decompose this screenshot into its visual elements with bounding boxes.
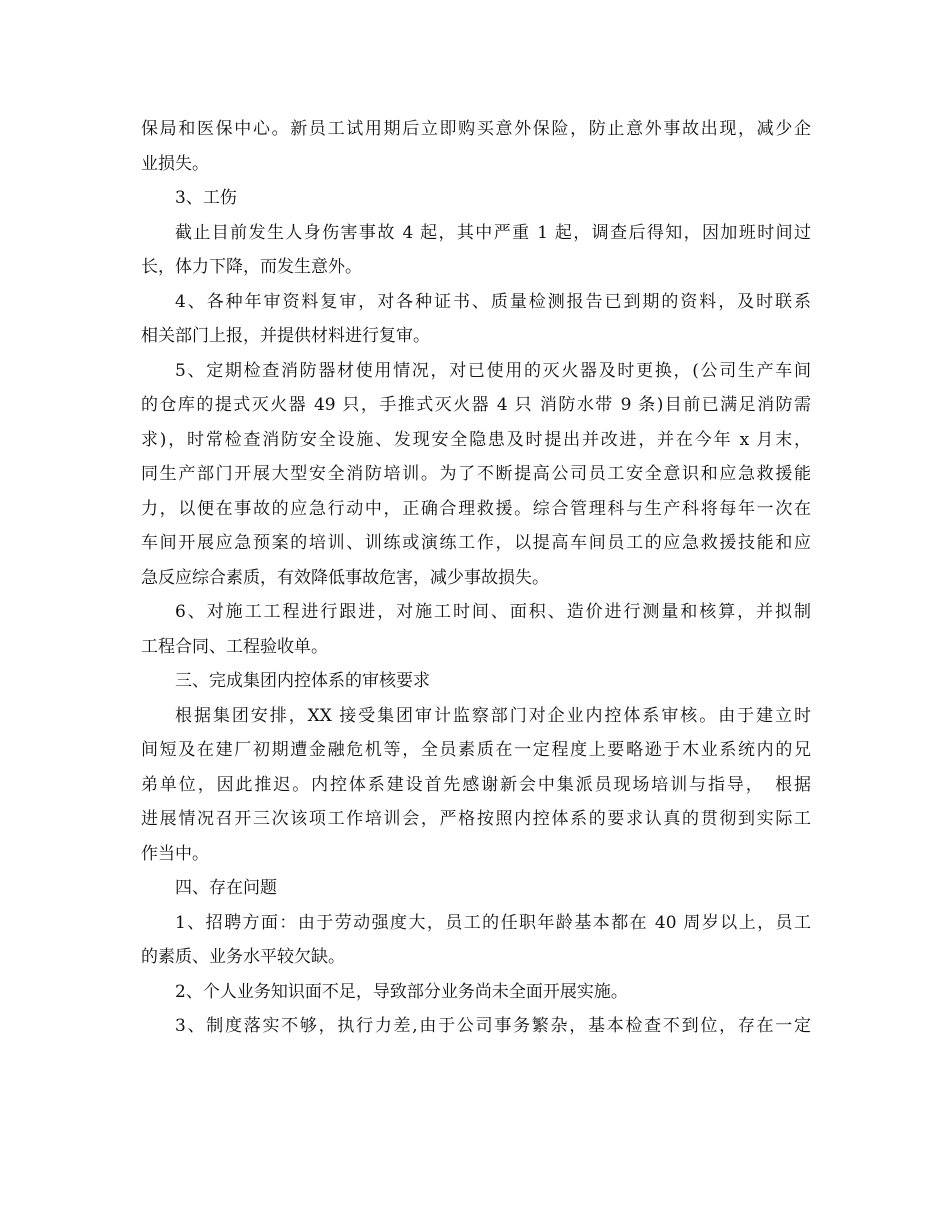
text-line: 3、制度落实不够，执行力差,由于公司事务繁杂，基本检查不到位，存在一定: [175, 1016, 811, 1036]
text-line: 1、招聘方面：由于劳动强度大，员工的任职年龄基本都在 40 周岁以上，员工: [175, 912, 811, 933]
text-line: 弟单位，因此推迟。内控体系建设首先感谢新会中集派员现场培训与指导， 根据: [141, 774, 811, 795]
text-line: 的仓库的提式灭火器 49 只，手推式灭火器 4 只 消防水带 9 条)目前已满足消防需: [141, 395, 811, 415]
text-line: 保局和医保中心。新员工试用期后立即购买意外保险，防止意外事故出现，减少企: [141, 119, 811, 139]
text-line: 进展情况召开三次该项工作培训会，严格按照内控体系的要求认真的贯彻到实际工: [141, 809, 811, 829]
text-line: 急反应综合素质，有效降低事故危害，减少事故损失。: [141, 567, 549, 588]
text-line: 四、存在问题: [175, 878, 277, 898]
text-line: 6、对施工工程进行跟进，对施工时间、面积、造价进行测量和核算，并拟制: [175, 602, 811, 622]
text-line: 5、定期检查消防器材使用情况，对已使用的灭火器及时更换，(公司生产车间: [175, 360, 811, 381]
text-line: 4、各种年审资料复审，对各种证书、质量检测报告已到期的资料，及时联系: [175, 291, 811, 312]
text-line: 根据集团安排，XX 接受集团审计监察部门对企业内控体系审核。由于建立时: [175, 705, 811, 726]
text-line: 截止目前发生人身伤害事故 4 起，其中严重 1 起，调查后得知，因加班时间过: [175, 222, 811, 243]
text-line: 业损失。: [141, 153, 209, 174]
text-line: 3、工伤: [175, 188, 237, 208]
text-line: 2、个人业务知识面不足，导致部分业务尚未全面开展实施。: [175, 981, 628, 1002]
text-line: 作当中。: [141, 843, 209, 864]
text-line: 工程合同、工程验收单。: [141, 636, 328, 657]
text-line: 长，体力下降，而发生意外。: [141, 257, 362, 277]
text-line: 车间开展应急预案的培训、训练或演练工作，以提高车间员工的应急救援技能和应: [141, 533, 811, 553]
text-line: 间短及在建厂初期遭金融危机等，全员素质在一定程度上要略逊于木业系统内的兄: [141, 740, 811, 760]
text-line: 力，以便在事故的应急行动中，正确合理救援。综合管理科与生产科将每年一次在: [141, 498, 811, 519]
text-line: 相关部门上报，并提供材料进行复审。: [141, 326, 430, 346]
document-body: [141, 112, 811, 1044]
text-line: 的素质、业务水平较欠缺。: [141, 947, 345, 967]
text-line: 求)，时常检查消防安全设施、发现安全隐患及时提出并改进，并在今年 x 月末，: [141, 429, 811, 450]
text-line: 同生产部门开展大型安全消防培训。为了不断提高公司员工安全意识和应急救援能: [141, 464, 811, 484]
text-line: 三、完成集团内控体系的审核要求: [175, 671, 430, 691]
